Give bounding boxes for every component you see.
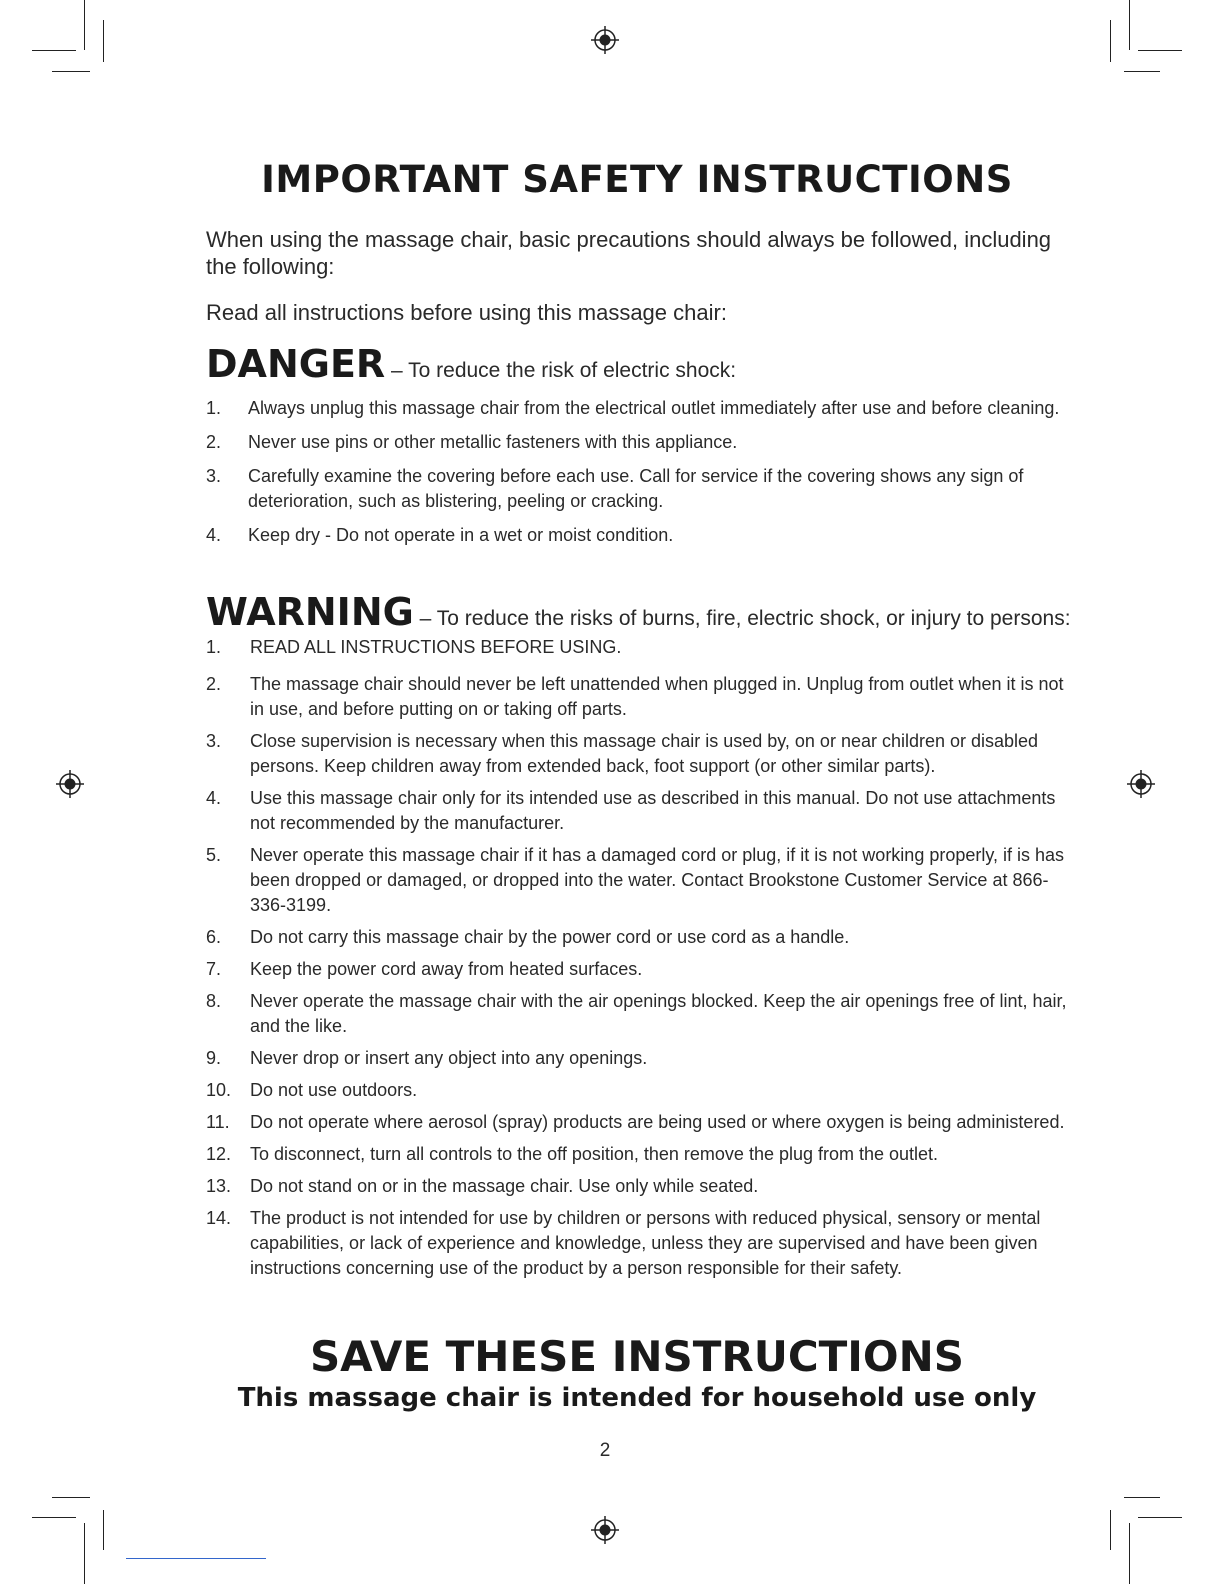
list-item-number: 12. [206,1144,232,1164]
list-item [206,1142,1072,1167]
list-item-text: Do not operate where aerosol (spray) products are being used or where oxygen is being administered. [250,1112,1065,1132]
list-item-text: Do not stand on or in the massage chair. Use only while seated. [250,1176,759,1196]
list-item-number: 4. [206,525,222,545]
list-item-number: 9. [206,1048,222,1068]
intro-read-all: Read all instructions before using this massage chair: [206,300,727,325]
list-item-text: Do not use outdoors. [250,1080,418,1100]
registration-mark-icon [591,26,619,54]
list-item [206,1174,1072,1199]
warning-label: WARNING [206,590,414,634]
list-item-number: 3. [206,731,222,751]
list-item-text: Never use pins or other metallic fasteners with this appliance. [248,432,738,452]
list-item-text: Carefully examine the covering before each use. Call for service if the covering shows any sign of deterioration, such as blistering, peeling or cracking. [248,466,1024,511]
warning-heading [206,590,1086,634]
list-item-number: 11. [206,1112,230,1132]
list-item-text: The massage chair should never be left unattended when plugged in. Unplug from outlet when it is not in use, and before putting on or taking off parts. [250,674,1064,719]
list-item-text: Close supervision is necessary when this massage chair is used by, on or near children or disabled persons. Keep children away from extended back, foot support (or other similar parts). [250,731,1039,776]
list-item [206,635,1072,660]
danger-label: DANGER [206,342,386,386]
save-instructions-heading: SAVE THESE INSTRUCTIONS [309,1332,965,1381]
list-item [206,1206,1072,1281]
divider [126,1558,266,1559]
list-item-text: Always unplug this massage chair from the electrical outlet immediately after use and before cleaning. [248,398,1060,418]
list-item-text: Never operate the massage chair with the air openings blocked. Keep the air openings free of lint, hair, and the like. [250,991,1067,1036]
list-item-number: 3. [206,466,222,486]
list-item-text: Keep dry - Do not operate in a wet or moist condition. [248,525,674,545]
list-item-number: 7. [206,959,222,979]
list-item-text: The product is not intended for use by children or persons with reduced physical, sensory or mental capabilities, or lack of experience and knowledge, unless they are supervised and have been given instructions concerning use of the product by a person responsible for their safety. [250,1208,1041,1278]
list-item [206,523,1072,548]
list-item-text: Keep the power cord away from heated surfaces. [250,959,643,979]
list-item-text: READ ALL INSTRUCTIONS BEFORE USING. [250,637,622,657]
intro-paragraph: When using the massage chair, basic precautions should always be followed, including the following: [206,227,1052,279]
page-title: IMPORTANT SAFETY INSTRUCTIONS [261,158,1013,201]
list-item [206,957,1072,982]
list-item-number: 13. [206,1176,232,1196]
list-item-text: Do not carry this massage chair by the power cord or use cord as a handle. [250,927,850,947]
registration-mark-icon [56,770,84,798]
list-item-number: 4. [206,788,222,808]
list-item [206,396,1072,421]
list-item [206,1046,1072,1071]
list-item-text: Never operate this massage chair if it has a damaged cord or plug, if it is not working properly, if is has been dropped or damaged, or dropped into the water. Contact Brookstone Customer Service at 866-336-3199. [250,845,1065,915]
list-item-text: To disconnect, turn all controls to the off position, then remove the plug from the outlet. [250,1144,939,1164]
list-item-number: 2. [206,432,222,452]
danger-list [206,396,1072,556]
list-item-number: 1. [206,398,222,418]
warning-subheading: – To reduce the risks of burns, fire, electric shock, or injury to persons: [413,607,1071,630]
list-item-number: 10. [206,1080,232,1100]
list-item-number: 2. [206,674,222,694]
list-item [206,1078,1072,1103]
list-item-number: 8. [206,991,222,1011]
list-item-text: Use this massage chair only for its intended use as described in this manual. Do not use attachments not recommended by the manufacturer. [250,788,1056,833]
list-item [206,430,1072,455]
list-item [206,786,1072,836]
danger-heading [206,342,1086,386]
list-item [206,925,1072,950]
warning-list [206,635,1072,1289]
list-item [206,989,1072,1039]
list-item [206,843,1072,918]
danger-subheading: – To reduce the risk of electric shock: [385,359,737,382]
list-item [206,729,1072,779]
list-item-number: 14. [206,1208,232,1228]
list-item-number: 5. [206,845,222,865]
household-use-notice: This massage chair is intended for household use only [237,1383,1037,1413]
list-item-number: 1. [206,637,222,657]
page-number: 2 [599,1440,611,1461]
list-item-number: 6. [206,927,222,947]
registration-mark-icon [591,1516,619,1544]
list-item [206,1110,1072,1135]
registration-mark-icon [1127,770,1155,798]
list-item [206,464,1072,514]
list-item-text: Never drop or insert any object into any openings. [250,1048,648,1068]
list-item [206,672,1072,722]
